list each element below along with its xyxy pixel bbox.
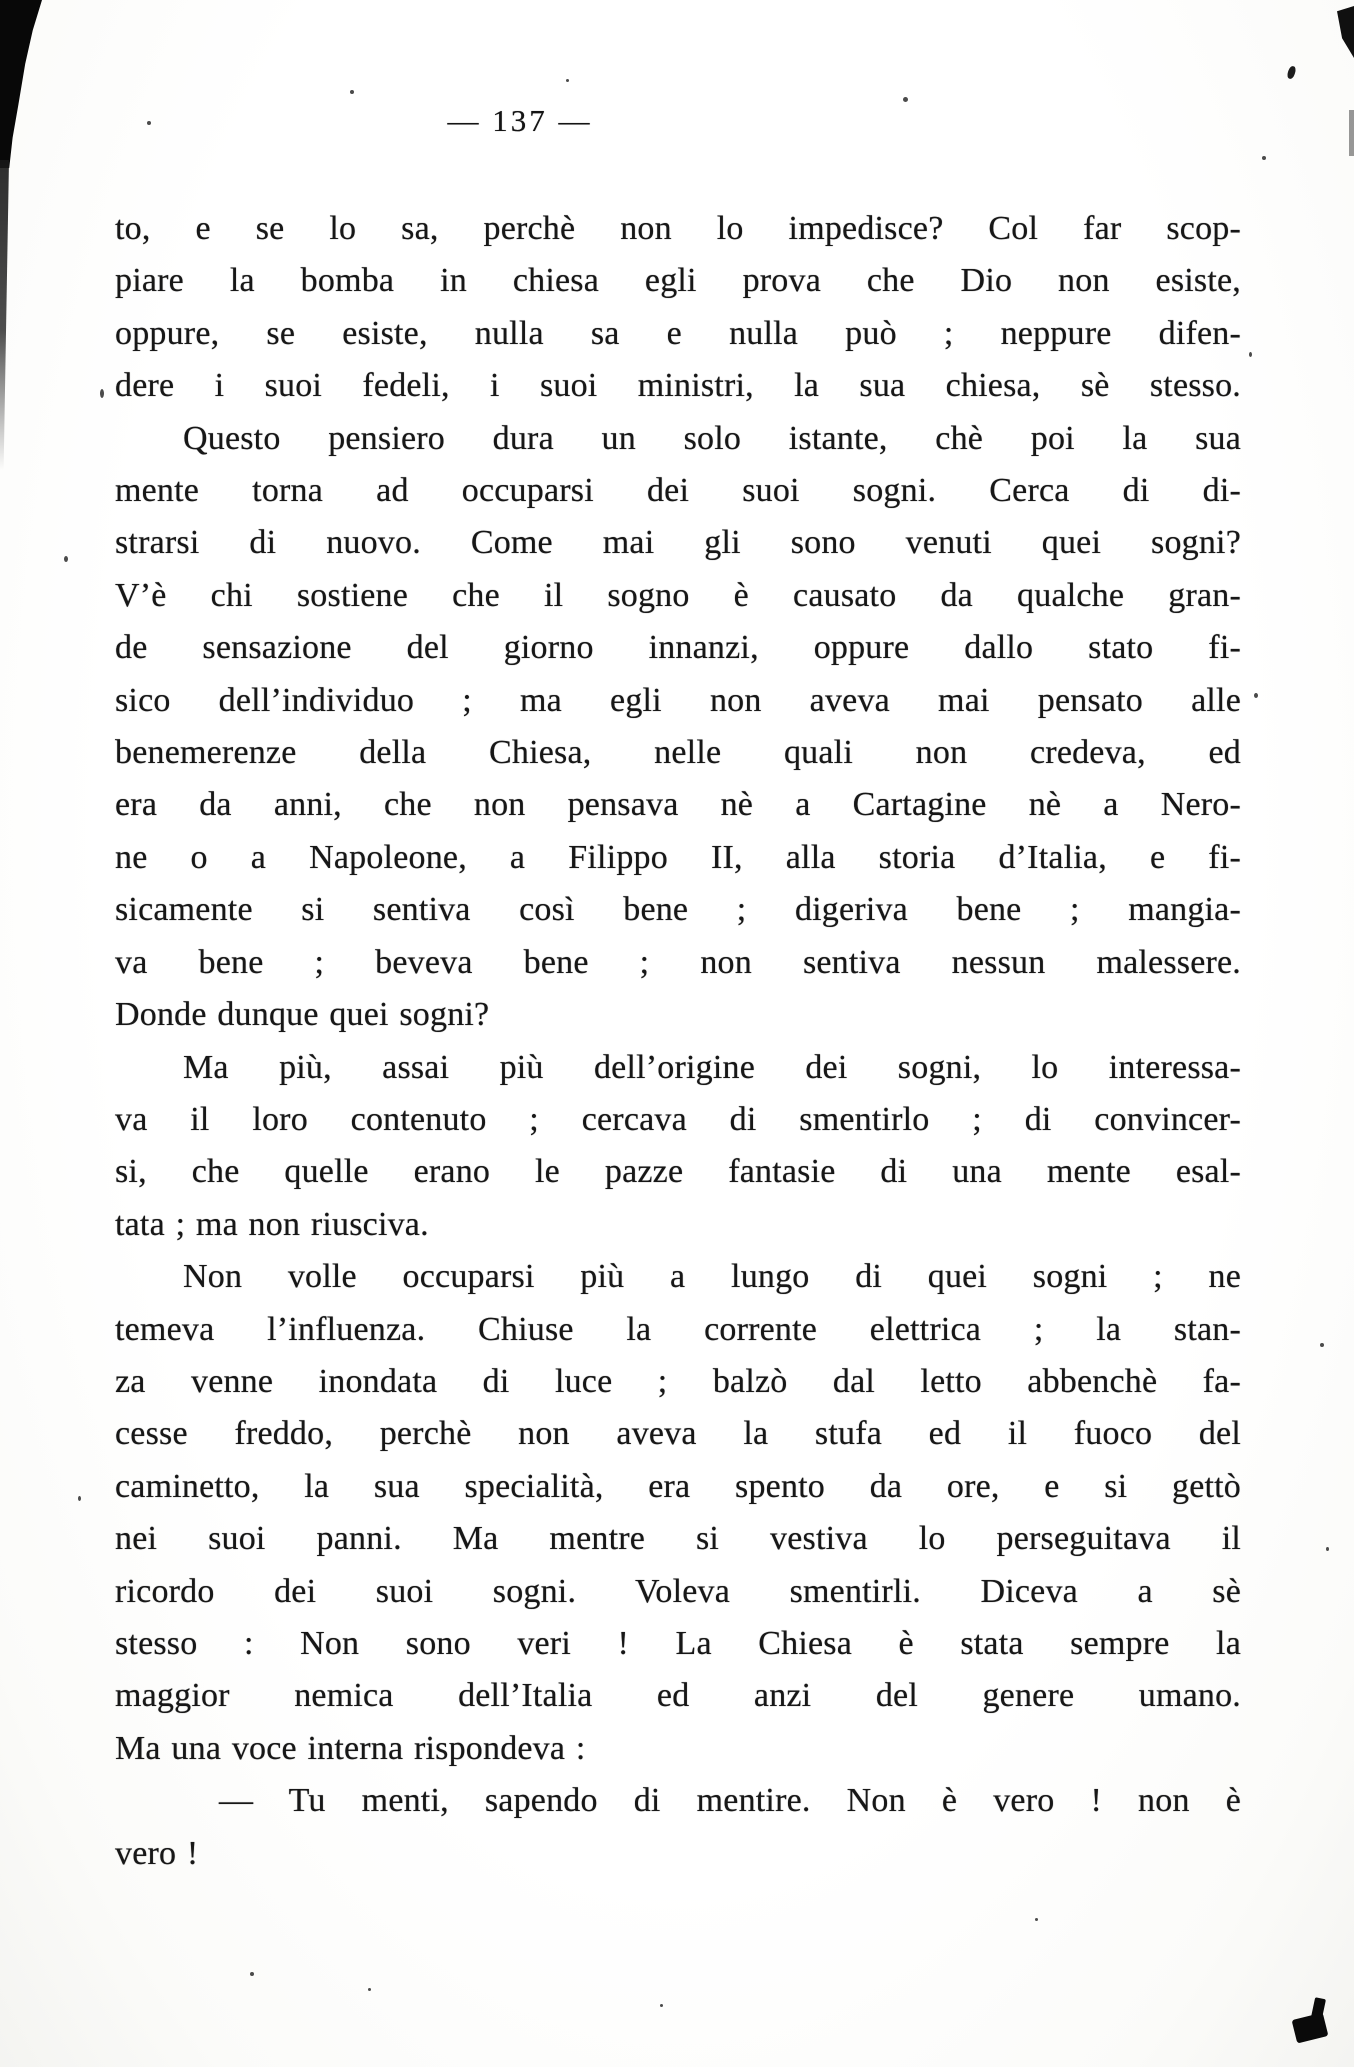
ink-speck	[368, 1988, 371, 1991]
text-line: V’è chi sostiene che il sogno è causato da qualche gran-	[115, 576, 1241, 614]
text-line: Non volle occuparsi più a lungo di quei sogni ; ne	[183, 1258, 1241, 1296]
ink-speck	[660, 2004, 663, 2007]
scan-artifact-left-streak	[0, 160, 9, 470]
page-number: — 137 —	[447, 103, 593, 138]
ink-speck	[1254, 693, 1258, 698]
ink-speck	[1249, 352, 1252, 357]
scan-artifact-top-right-mark	[1337, 6, 1354, 58]
paragraph	[115, 413, 1241, 1042]
text-line: Ma più, assai più dell’origine dei sogni, lo interessa-	[183, 1048, 1241, 1086]
body-text	[115, 203, 1241, 1880]
scan-artifact-top-left-blob	[0, 0, 42, 168]
text-line: sicamente si sentiva così bene ; digeriva bene ; mangia-	[115, 891, 1241, 929]
text-line: oppure, se esiste, nulla sa e nulla può ; neppure difen-	[115, 314, 1241, 352]
ink-speck	[64, 556, 68, 562]
text-line: vero !	[115, 1834, 199, 1872]
ink-speck	[100, 389, 104, 398]
text-line: temeva l’influenza. Chiuse la corrente elettrica ; la stan-	[115, 1310, 1241, 1348]
ink-speck	[1326, 1547, 1329, 1551]
text-line: de sensazione del giorno innanzi, oppure dallo stato fi-	[115, 629, 1241, 667]
paragraph	[115, 203, 1241, 413]
text-line: caminetto, la sua specialità, era spento da ore, e si gettò	[115, 1467, 1241, 1505]
text-line: Ma una voce interna rispondeva :	[115, 1729, 586, 1767]
ink-speck	[903, 97, 908, 102]
text-line: ricordo dei suoi sogni. Voleva smentirli. Diceva a sè	[115, 1572, 1241, 1610]
text-line: tata ; ma non riusciva.	[115, 1205, 429, 1243]
text-line: dere i suoi fedeli, i suoi ministri, la sua chiesa, sè stesso.	[115, 367, 1241, 405]
text-line: to, e se lo sa, perchè non lo impedisce? Col far scop-	[115, 210, 1241, 247]
ink-speck	[250, 1972, 254, 1976]
ink-speck	[350, 90, 354, 94]
ink-speck	[566, 79, 569, 82]
text-line: za venne inondata di luce ; balzò dal letto abbenchè fa-	[115, 1362, 1241, 1400]
text-line: piare la bomba in chiesa egli prova che Dio non esiste,	[115, 262, 1241, 300]
ink-speck	[1262, 156, 1266, 160]
text-line: ne o a Napoleone, a Filippo II, alla storia d’Italia, e fi-	[115, 838, 1241, 876]
paragraph	[115, 1251, 1241, 1775]
scan-artifact-right-edge	[1349, 110, 1354, 156]
text-line: Questo pensiero dura un solo istante, chè poi la sua	[183, 419, 1241, 457]
ink-speck	[78, 1496, 81, 1501]
scan-artifact-speck	[1286, 65, 1297, 80]
text-line: — Tu menti, sapendo di mentire. Non è vero ! non è	[219, 1782, 1241, 1820]
text-line: benemerenze della Chiesa, nelle quali non credeva, ed	[115, 734, 1241, 772]
text-line: nei suoi panni. Ma mentre si vestiva lo perseguitava il	[115, 1520, 1241, 1558]
text-line: cesse freddo, perchè non aveva la stufa ed il fuoco del	[115, 1415, 1241, 1453]
text-line: va bene ; beveva bene ; non sentiva nessun malessere.	[115, 943, 1241, 981]
text-line: mente torna ad occuparsi dei suoi sogni. Cerca di di-	[115, 472, 1241, 510]
ink-speck	[147, 121, 151, 125]
text-line: sico dell’individuo ; ma egli non aveva mai pensato alle	[115, 681, 1241, 719]
paragraph	[115, 1042, 1241, 1252]
ink-speck	[1320, 1343, 1324, 1347]
text-line: va il loro contenuto ; cercava di smentirlo ; di convincer-	[115, 1100, 1241, 1138]
text-line: maggior nemica dell’Italia ed anzi del genere umano.	[115, 1677, 1241, 1715]
text-line: stesso : Non sono veri ! La Chiesa è stata sempre la	[115, 1624, 1241, 1662]
text-line: Donde dunque quei sogni?	[115, 996, 490, 1034]
text-line: strarsi di nuovo. Come mai gli sono venuti quei sogni?	[115, 524, 1241, 562]
text-line: era da anni, che non pensava nè a Cartagine nè a Nero-	[115, 786, 1241, 824]
paragraph	[115, 1775, 1241, 1880]
text-line: si, che quelle erano le pazze fantasie di una mente esal-	[115, 1153, 1241, 1191]
ink-speck	[1035, 1918, 1038, 1921]
